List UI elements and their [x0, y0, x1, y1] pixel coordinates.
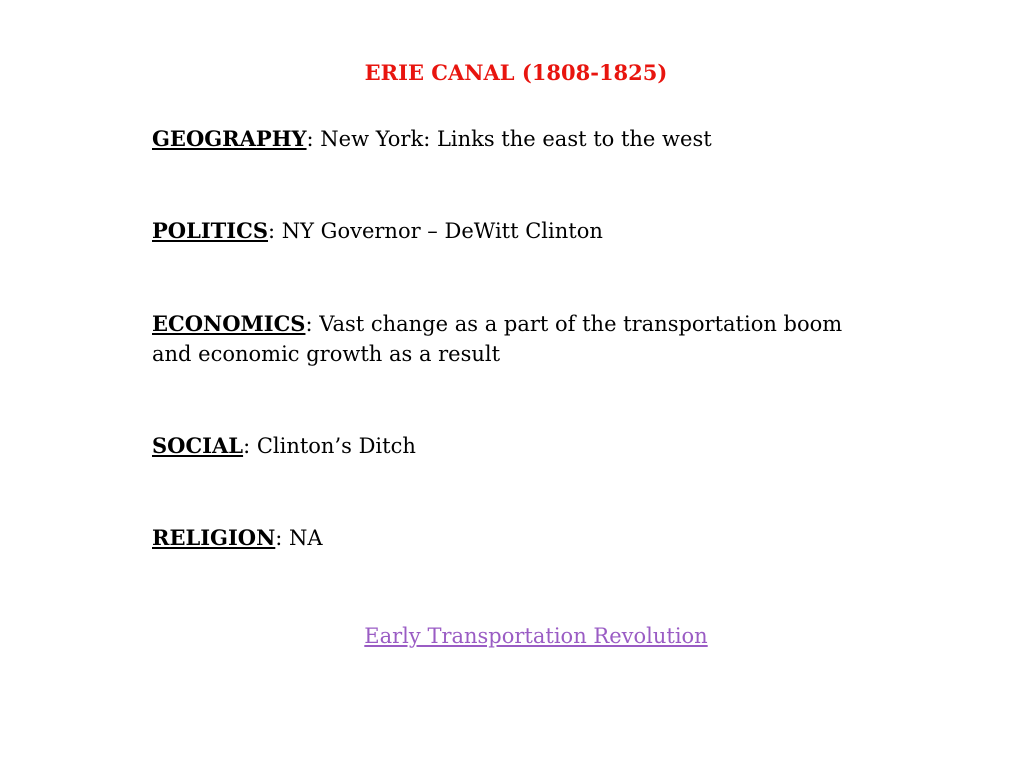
- politics-text: : NY Governor – DeWitt Clinton: [268, 219, 603, 243]
- geography-text: : New York: Links the east to the west: [306, 127, 712, 151]
- economics-label: ECONOMICS: [152, 311, 306, 336]
- politics-label: POLITICS: [152, 218, 269, 243]
- geography-row: [152, 124, 872, 154]
- economics-row: [152, 309, 872, 369]
- economics-text: : Vast change as a part of the transportation boom and economic growth as a result: [152, 312, 843, 366]
- religion-label: RELIGION: [152, 525, 276, 550]
- slide-title: ERIE CANAL (1808-1825): [364, 60, 668, 85]
- politics-row: [152, 216, 872, 246]
- social-row: [152, 431, 872, 461]
- early-transportation-revolution-link[interactable]: Early Transportation Revolution: [364, 624, 708, 648]
- religion-text: : NA: [275, 526, 323, 550]
- social-text: : Clinton’s Ditch: [243, 434, 416, 458]
- religion-row: [152, 523, 872, 553]
- social-label: SOCIAL: [152, 433, 244, 458]
- geography-label: GEOGRAPHY: [152, 126, 307, 151]
